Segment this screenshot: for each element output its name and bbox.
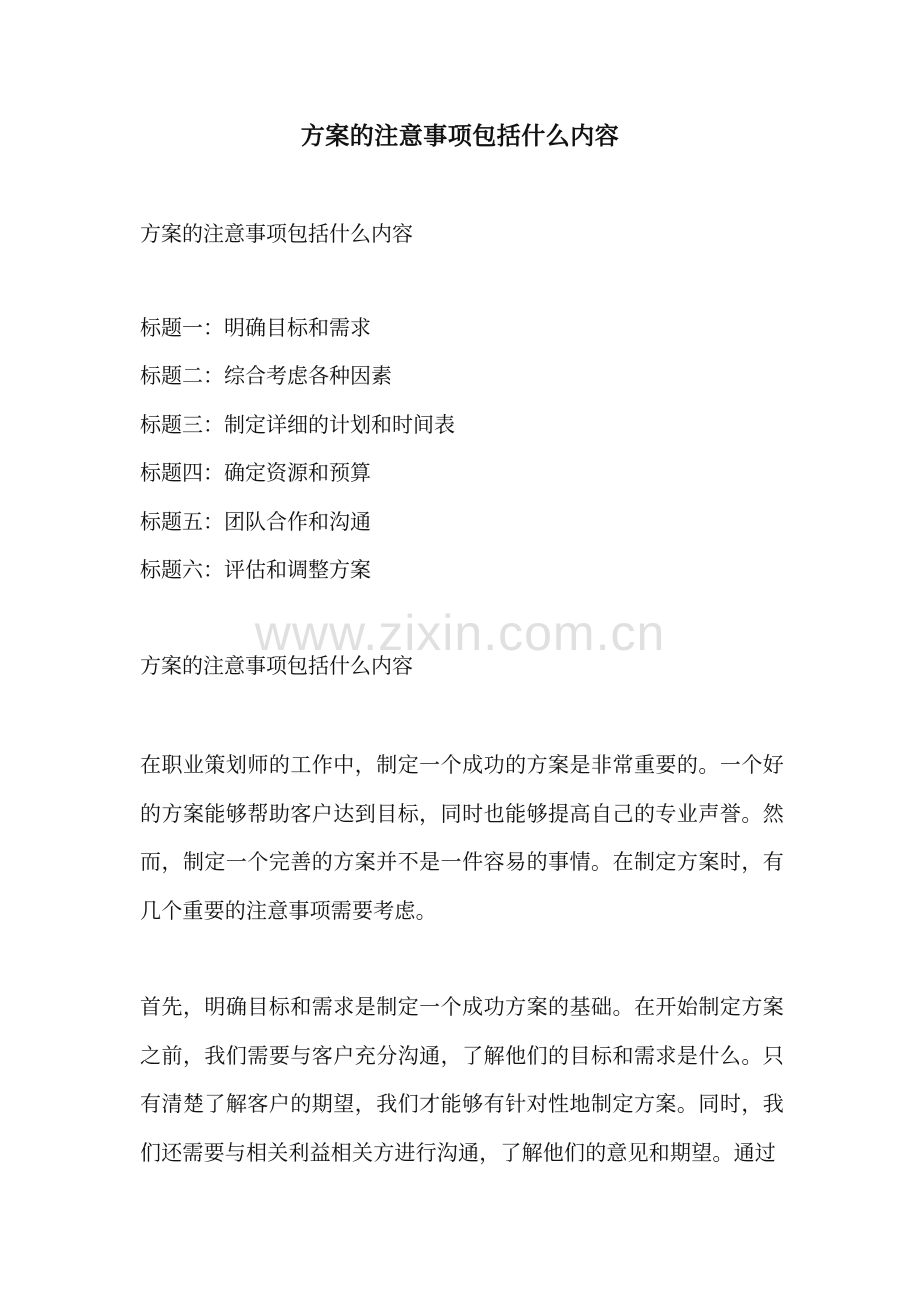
heading-item-6: 标题六：评估和调整方案 <box>140 557 371 582</box>
heading-list <box>140 310 780 600</box>
heading-item-1: 标题一：明确目标和需求 <box>140 316 371 340</box>
watermark: www.zixin.com.cn <box>254 605 666 661</box>
document-subtitle: 方案的注意事项包括什么内容 <box>140 222 413 246</box>
heading-item-3: 标题三：制定详细的计划和时间表 <box>140 412 455 437</box>
paragraph-first-point: 首先，明确目标和需求是制定一个成功方案的基础。在开始制定方案之前，我们需要与客户充分沟通，了解他们的目标和需求是什么。只有清楚了解客户的期望，我们才能够有针对性地制定方案。同时，我们还需要与相关利益相关方进行沟通，了解他们的意见和期望。通过 <box>140 995 784 1165</box>
heading-item-5: 标题五：团队合作和沟通 <box>140 509 371 534</box>
section-title: 方案的注意事项包括什么内容 <box>140 654 413 678</box>
heading-item-4: 标题四：确定资源和预算 <box>140 461 371 486</box>
heading-item-2: 标题二：综合考虑各种因素 <box>140 364 392 389</box>
paragraph-intro: 在职业策划师的工作中，制定一个成功的方案是非常重要的。一个好的方案能够帮助客户达到目标，同时也能够提高自己的专业声誉。然而，制定一个完善的方案并不是一件容易的事情。在制定方案时，有几个重要的注意事项需要考虑。 <box>140 753 784 923</box>
page-title: 方案的注意事项包括什么内容 <box>300 121 620 150</box>
